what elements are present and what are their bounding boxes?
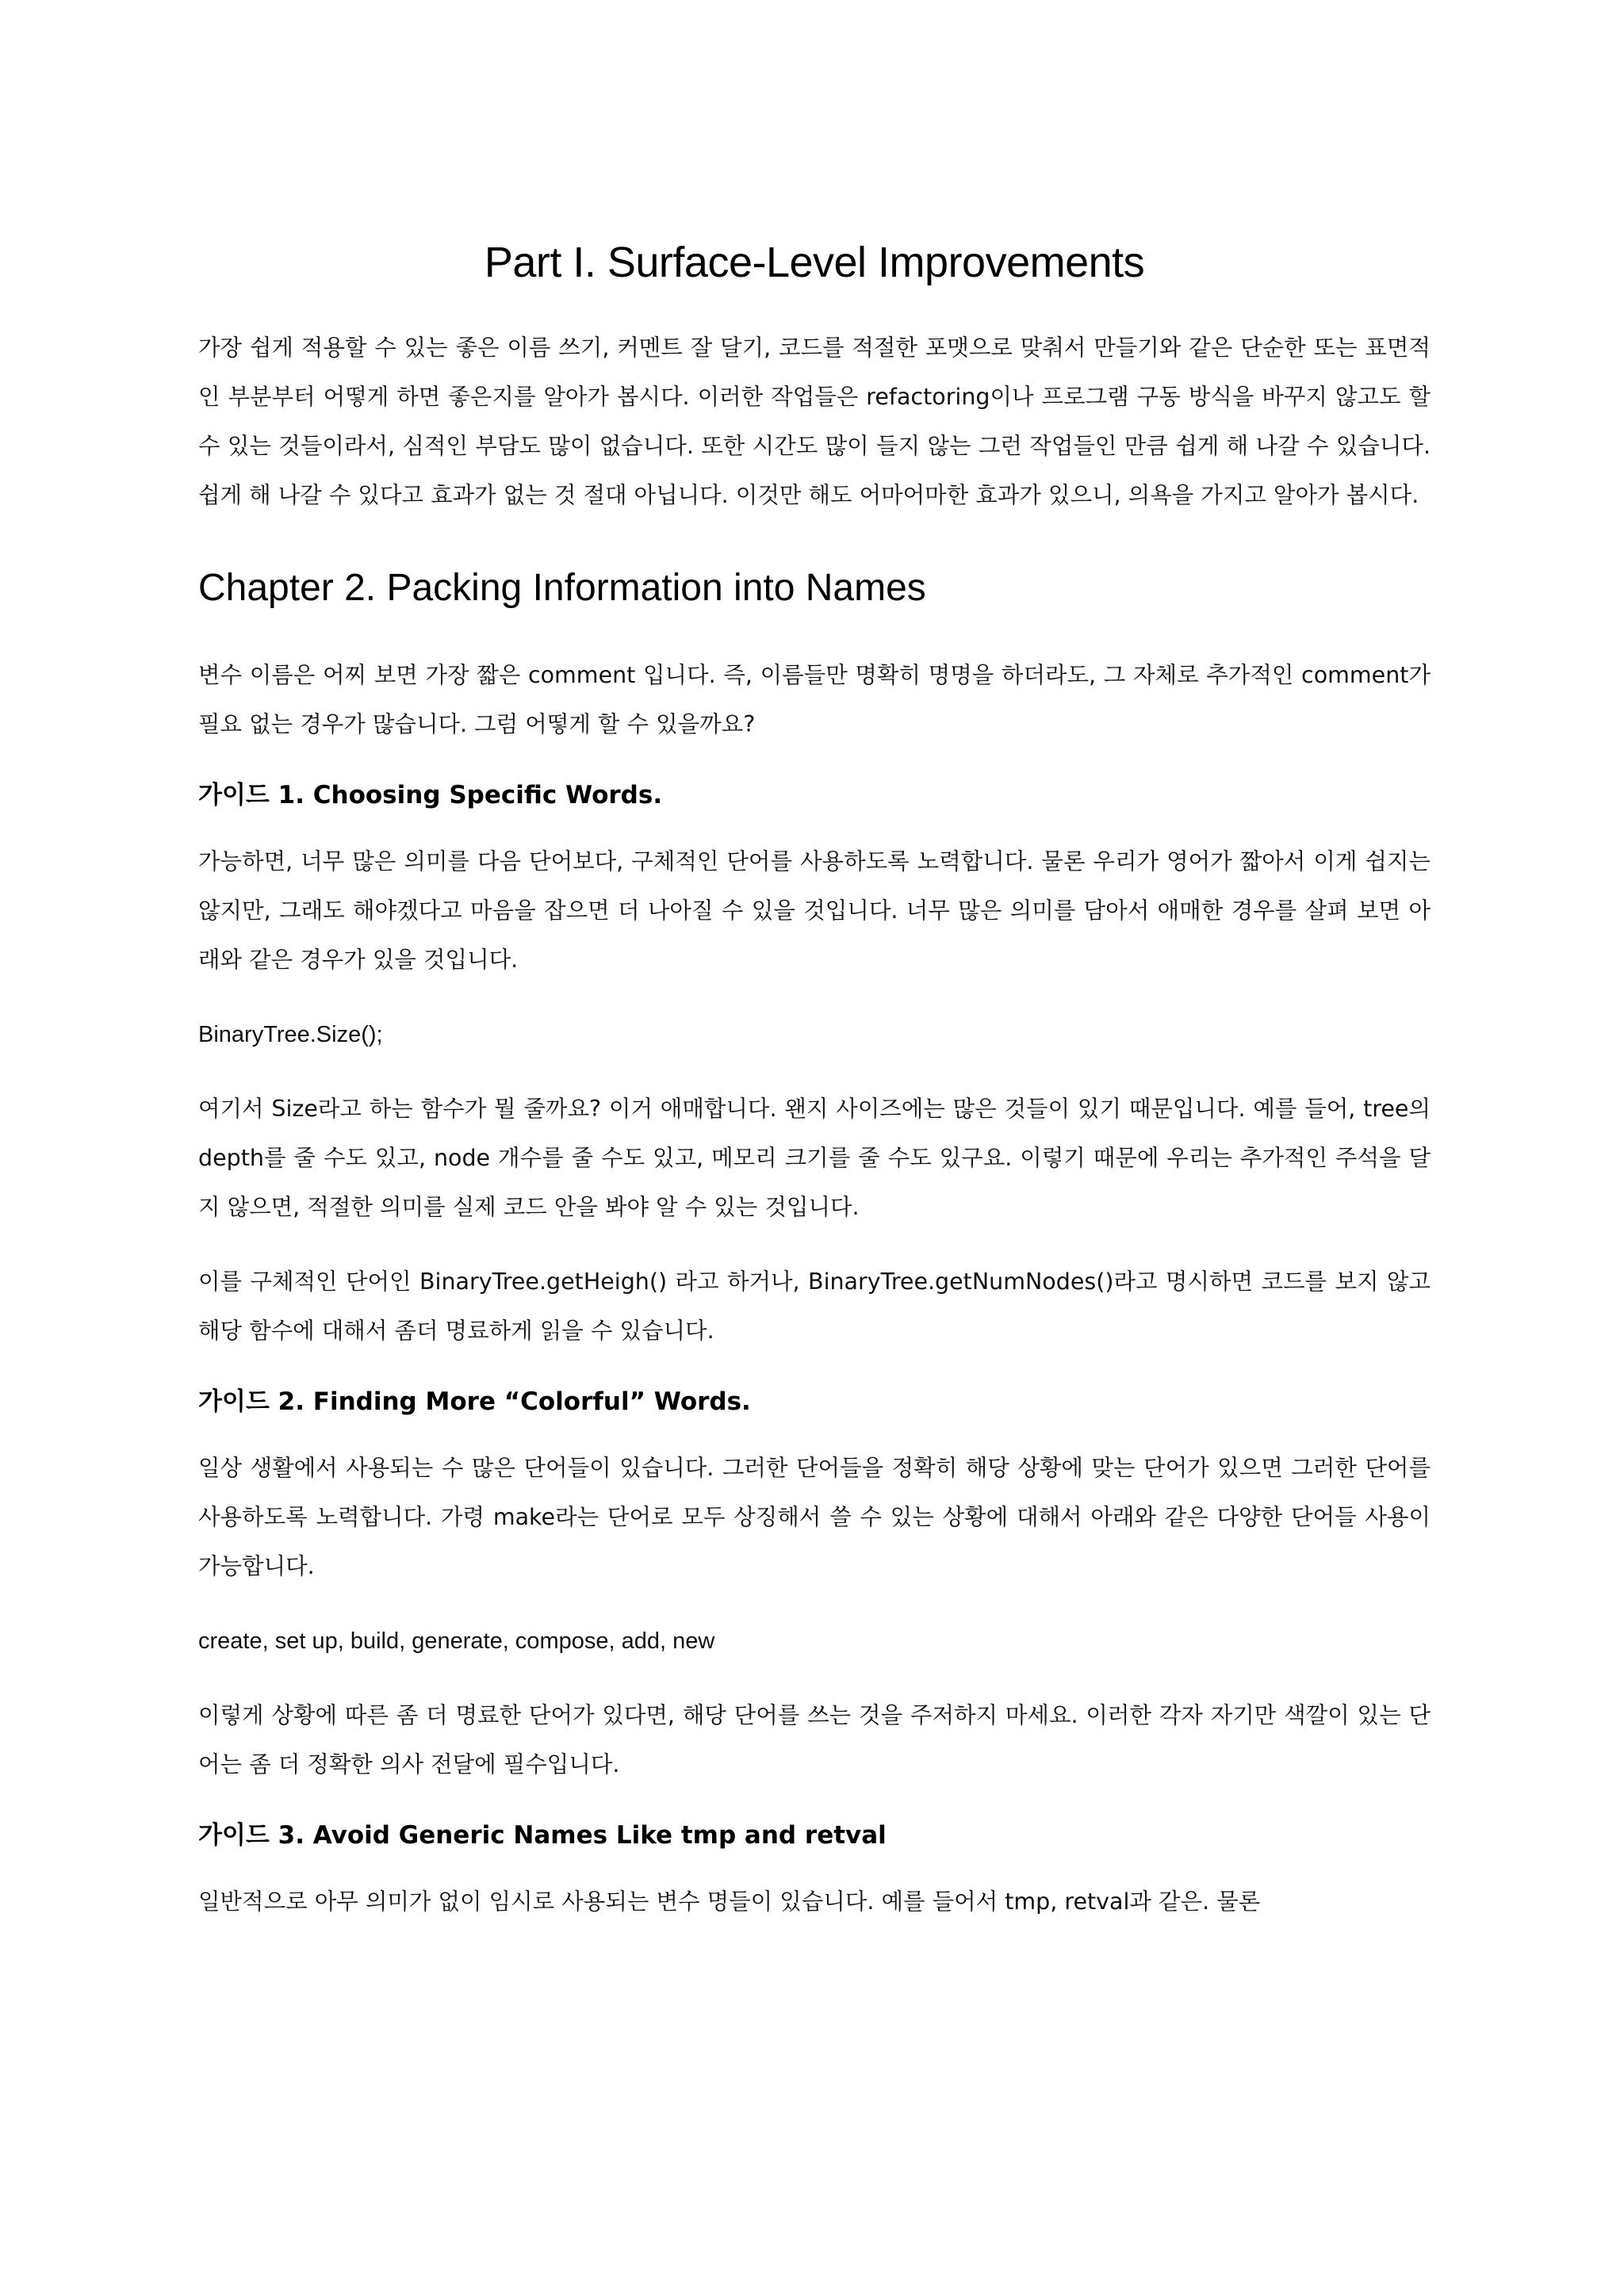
guide-1-title: 가이드 1. Choosing Specific Words. (198, 781, 663, 809)
guide-1-paragraph-1: 가능하면, 너무 많은 의미를 다음 단어보다, 구체적인 단어를 사용하도록 노력합니다. 물론 우리가 영어가 짧아서 이게 쉽지는 않지만, 그래도 해야겠다고 마음을 잡으면 더 나아질 수 있을 것입니다. 너무 많은 의미를 담아서 애매한 경우를 살펴 보면 아래와 같은 경우가 있을 것입니다. (198, 848, 1431, 973)
guide-1-paragraph-2: 여기서 Size라고 하는 함수가 뭘 줄까요? 이거 애매합니다. 왠지 사이즈에는 많은 것들이 있기 때문입니다. 예를 들어, tree의 depth를 줄 수도 있고, node 개수를 줄 수도 있고, 메모리 크기를 줄 수도 있구요. 이렇기 때문에 우리는 추가적인 주석을 달지 않으면, 적절한 의미를 실제 코드 안을 봐야 알 수 있는 것입니다. (198, 1096, 1431, 1220)
guide-2-paragraph-1: 일상 생활에서 사용되는 수 많은 단어들이 있습니다. 그러한 단어들을 정확히 해당 상황에 맞는 단어가 있으면 그러한 단어를 사용하도록 노력합니다. 가령 make라는 단어로 모두 상징해서 쓸 수 있는 상황에 대해서 아래와 같은 다양한 단어들 사용이 가능합니다. (198, 1455, 1431, 1579)
chapter-intro-paragraph: 변수 이름은 어찌 보면 가장 짧은 comment 입니다. 즉, 이름들만 명확히 명명을 하더라도, 그 자체로 추가적인 comment가 필요 없는 경우가 많습니다. 그럼 어떻게 할 수 있을까요? (198, 662, 1431, 737)
guide-2-word-list: create, set up, build, generate, compose, add, new (198, 1628, 715, 1654)
part-title: Part I. Surface-Level Improvements (484, 239, 1145, 286)
guide-3-title: 가이드 3. Avoid Generic Names Like tmp and retval (198, 1821, 887, 1850)
guide-2-title: 가이드 2. Finding More “Colorful” Words. (198, 1387, 751, 1416)
chapter-title: Chapter 2. Packing Information into Names (198, 567, 926, 609)
intro-paragraph: 가장 쉽게 적용할 수 있는 좋은 이름 쓰기, 커멘트 잘 달기, 코드를 적절한 포맷으로 맞춰서 만들기와 같은 단순한 또는 표면적인 부분부터 어떻게 하면 좋은지를 알아가 봅시다. 이러한 작업들은 refactoring이나 프로그램 구동 방식을 바꾸지 않고도 할 수 있는 것들이라서, 심적인 부담도 많이 없습니다. 또한 시간도 많이 들지 않는 그런 작업들인 만큼 쉽게 해 나갈 수 있습니다. 쉽게 해 나갈 수 있다고 효과가 없는 것 절대 아닙니다. 이것만 해도 어마어마한 효과가 있으니, 의욕을 가지고 알아가 봅시다. (198, 335, 1431, 508)
guide-2-paragraph-2: 이렇게 상황에 따른 좀 더 명료한 단어가 있다면, 해당 단어를 쓰는 것을 주저하지 마세요. 이러한 각자 자기만 색깔이 있는 단어는 좀 더 정확한 의사 전달에 필수입니다. (198, 1702, 1431, 1777)
guide-1-paragraph-3: 이를 구체적인 단어인 BinaryTree.getHeigh() 라고 하거나, BinaryTree.getNumNodes()라고 명시하면 코드를 보지 않고 해당 함수에 대해서 좀더 명료하게 읽을 수 있습니다. (198, 1269, 1431, 1344)
guide-3-paragraph-1: 일반적으로 아무 의미가 없이 임시로 사용되는 변수 명들이 있습니다. 예를 들어서 tmp, retval과 같은. 물론 (198, 1888, 1261, 1915)
guide-1-code-example: BinaryTree.Size(); (198, 1022, 383, 1047)
